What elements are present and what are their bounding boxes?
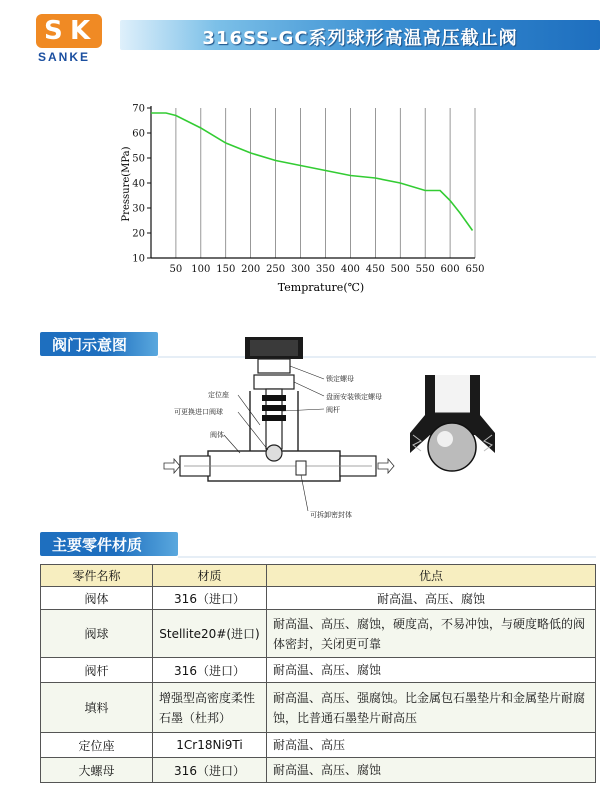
cell-part: 填料	[41, 683, 153, 733]
y-tick-labels	[132, 104, 145, 265]
label-stem: 阀杆	[326, 406, 340, 414]
materials-table	[40, 564, 596, 783]
table-row	[41, 758, 596, 783]
locknut-shape	[258, 359, 290, 373]
y-tick-label: 70	[132, 103, 145, 115]
series-line	[151, 113, 473, 231]
x-tick-labels	[170, 264, 485, 275]
x-tick-label: 550	[415, 264, 435, 275]
x-tick-label: 300	[290, 264, 311, 275]
logo-letter-s: S	[44, 16, 63, 46]
ball-tip-closeup	[405, 375, 500, 485]
y-tick-label: 20	[132, 228, 145, 240]
chart-series	[151, 113, 473, 231]
label-body: 阀体	[210, 431, 224, 439]
chart-axes	[147, 106, 475, 258]
label-ball: 可更换进口阀球	[174, 408, 223, 416]
x-tick-label: 400	[340, 264, 360, 275]
sanke-logo	[36, 14, 106, 66]
y-tick-label: 40	[132, 178, 145, 190]
y-tick-label: 30	[132, 203, 145, 215]
cell-material: 1Cr18Ni9Ti	[153, 733, 267, 758]
header-advantage: 优点	[267, 565, 596, 587]
panel-nut-shape	[254, 375, 294, 389]
cell-material: 316（进口）	[153, 658, 267, 683]
label-panel-nut: 盘面安装锁定螺母	[326, 393, 382, 401]
x-tick-label: 450	[365, 264, 385, 275]
y-tick-label: 10	[132, 253, 145, 265]
logo-mark	[36, 14, 102, 48]
cell-material: 316（进口）	[153, 758, 267, 783]
x-tick-label: 100	[191, 264, 211, 275]
x-tick-label: 200	[241, 264, 261, 275]
title-banner	[120, 20, 600, 50]
cell-part: 阀体	[41, 587, 153, 610]
cell-advantage: 耐高温、高压、腐蚀，硬度高，不易冲蚀，与硬度略低的阀体密封，关闭更可靠	[267, 610, 596, 658]
table-row	[41, 587, 596, 610]
cell-advantage: 耐高温、高压、腐蚀	[267, 587, 596, 610]
label-seat: 定位座	[208, 391, 229, 399]
cell-part: 大螺母	[41, 758, 153, 783]
header-part: 零件名称	[41, 565, 153, 587]
x-tick-label: 150	[216, 264, 236, 275]
chart-grid	[176, 108, 475, 258]
pressure-temperature-chart	[115, 100, 495, 300]
divider	[178, 556, 596, 558]
cell-advantage: 耐高温、高压、强腐蚀。比金属包石墨垫片和金属垫片耐腐蚀，比普通石墨垫片耐高压	[267, 683, 596, 733]
cell-material: 增强型高密度柔性石墨（杜邦）	[153, 683, 267, 733]
flow-arrow-in-icon	[164, 459, 180, 473]
table-row	[41, 683, 596, 733]
section-header-diagram: 阀门示意图	[40, 332, 158, 356]
cell-advantage: 耐高温、高压、腐蚀	[267, 658, 596, 683]
table-row	[41, 658, 596, 683]
table-row	[41, 610, 596, 658]
cell-material: 316（进口）	[153, 587, 267, 610]
x-tick-label: 250	[266, 264, 286, 275]
x-tick-label: 650	[465, 264, 485, 275]
cell-part: 阀杆	[41, 658, 153, 683]
header-material: 材质	[153, 565, 267, 587]
cell-material: Stellite20#(进口)	[153, 610, 267, 658]
cell-part: 定位座	[41, 733, 153, 758]
page-title: 316SS-GC系列球形高温高压截止阀	[202, 28, 518, 49]
y-axis-label: Pressure(MPa)	[121, 146, 132, 222]
logo-text: SANKE	[38, 50, 91, 64]
cell-advantage: 耐高温、高压、腐蚀	[267, 758, 596, 783]
label-seal: 可拆卸密封体	[310, 511, 352, 519]
logo-letter-k: K	[70, 16, 91, 46]
flow-arrow-out-icon	[378, 459, 394, 473]
x-tick-label: 600	[440, 264, 460, 275]
table-header-row	[41, 565, 596, 587]
ball-shape	[266, 445, 282, 461]
section-header-materials: 主要零件材质	[40, 532, 178, 556]
cell-advantage: 耐高温、高压	[267, 733, 596, 758]
label-locknut: 锁定螺母	[326, 375, 354, 383]
y-tick-label: 50	[132, 153, 145, 165]
x-axis-label: Temprature(℃)	[277, 281, 365, 294]
cell-part: 阀球	[41, 610, 153, 658]
x-tick-label: 500	[390, 264, 410, 275]
x-tick-label: 350	[315, 264, 336, 275]
y-tick-label: 60	[132, 128, 145, 140]
x-tick-label: 50	[169, 264, 183, 275]
table-row	[41, 733, 596, 758]
